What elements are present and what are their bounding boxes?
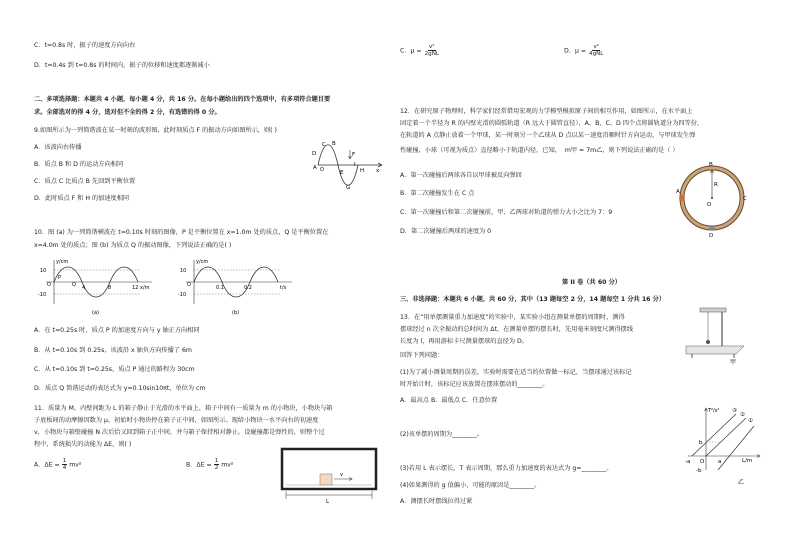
q10b-xlabel: t/s: [280, 285, 287, 291]
q13-pendulum-figure: [684, 306, 748, 366]
q13-graph-label-a: a: [718, 459, 722, 465]
q13-fig1-caption: 甲: [730, 359, 737, 366]
q13-sub3: (3)若用 L 表示摆长，T 表示周期，那么重力加速度的表达式为 g=________。: [400, 465, 613, 472]
q13-fig2-caption: 乙: [738, 479, 745, 486]
q11-option-c: C．μ = $\frac{\text{v²}}{\text{2gNL}}$: [400, 44, 439, 58]
q9-label-a: A: [313, 165, 317, 171]
q13-graph-label-o: O: [700, 459, 705, 465]
q11-stem-line2: 子底板间的动摩擦因数为 μ，初始时小物块停在箱子正中间，如图所示。现给小物块一水平向右的初速度: [34, 417, 319, 424]
q11-label-v: v: [340, 472, 343, 478]
q12-option-d: D．第二次碰撞后两球的速度为 0: [400, 228, 492, 235]
section3-title: 三、非选择题：本题共 6 小题，共 60 分，其中（13 题每空 2 分，14 题每空 1 分共 16 分）: [400, 296, 666, 303]
q12-stem-line2: 固定着一个半径为 R 的内壁光滑的圆弧轨道（R 远大于圆管直径），A、B、C、D 四个点将圆轨道分为四等份，: [400, 120, 704, 127]
q9-label-g: G: [346, 185, 351, 191]
q13-sub4: (4)如果测得的 g 值偏小，可能的原因是________。: [400, 482, 541, 489]
q12-option-a: A．第一次碰撞后两球各自以甲球被反向弹回: [400, 172, 522, 179]
q13-graph-line1: ①: [748, 418, 753, 424]
q10b-ylabel: y/cm: [196, 259, 209, 265]
q10b-origin: O: [187, 282, 191, 288]
part2-title: 第 II 卷（共 60 分）: [562, 279, 621, 286]
q12-stem-line4: 性碰撞，小球（可视为质点）直径略小于轨道内径，已知， m甲 = 7m乙，则下列说法正确的是（ ）: [400, 147, 679, 154]
q12-label-c: C: [743, 196, 747, 202]
q10-option-b: B．从 t=0.10s 到 0.25s，该波沿 x 轴负方向传播了 6m: [34, 347, 192, 354]
q10a-xtick-8: 8: [108, 285, 112, 291]
q13-graph-label-b: b: [699, 440, 703, 446]
q9-wave-figure: [306, 134, 384, 192]
q13-stem-line2: 摆球经过 n 次全振动的总时间为 Δt，在测量单摆的摆长时，先用毫米刻度尺测得摆线: [400, 326, 634, 333]
q9-label-i: I: [354, 162, 356, 168]
q10a-ytick-neg10: -10: [38, 292, 47, 298]
q10a-xlabel: x/m: [140, 285, 150, 291]
q9-option-a: A．该波向右传播: [34, 144, 82, 151]
q10-figure-a: [36, 256, 156, 318]
section2-title-line2: 求。全部选对的得 4 分，选对但不全的得 2 分，有选错的得 0 分。: [34, 109, 221, 116]
q10b-caption: (b): [232, 310, 240, 316]
q12-label-d: D: [709, 233, 714, 238]
q11-option-d: D．μ = $\frac{\text{v²}}{\text{4gNL}}$: [564, 44, 604, 58]
q9-stem: 9.如图所示为一列简谐波在某一时刻的波形图，此时刻质点 F 的振动方向如图所示，则( ): [34, 127, 277, 134]
q13-graph-label-neg-a: -a: [685, 459, 691, 465]
q9-label-h: H: [360, 168, 365, 174]
q11-stem-line1: 11．质量为 M、内壁间距为 L 的箱子静止于光滑的水平面上，箱子中间有一质量为 m 的小物块，小物块与箱: [34, 405, 333, 412]
q10-option-a: A．在 t=0.25s 时，质点 P 的加速度方向与 y 轴正方向相同: [34, 327, 200, 334]
q9-label-f: F: [352, 152, 356, 158]
q13-sub1-line2: 时开始计时，该标记应该放置在摆球摆动的________。: [400, 381, 549, 388]
q11-option-a: A．ΔE = $\frac{1}{4}$ mv²: [34, 458, 82, 472]
q10a-xtick-12: 12: [132, 285, 139, 291]
q10a-xtick-4: 4: [82, 285, 86, 291]
q9-label-o: O: [320, 167, 324, 173]
q8-option-d: D．t=0.4s 到 t=0.8s 的时间内，振子的位移和速度都逐渐减小: [34, 62, 210, 69]
q12-stem-line1: 12．在研究原子物理时，科学家们经常借用宏观的力学模型模拟原子间的相互作用，如图所示，在水平面上: [400, 108, 693, 115]
q11-stem-line4: 程中，系统损失的动能为 ΔE，则( ): [34, 441, 132, 448]
q12-stem-line3: 在轨道的 A 点静止放着一个甲球，某一时刻另一个乙球从 D 点以某一速度沿顺时针方向运动，与甲球发生弹: [400, 132, 696, 139]
q12-ring-figure: [676, 160, 748, 238]
q9-label-x: x: [376, 168, 380, 174]
q12-option-c: C．第一次碰撞后和第二次碰撞前，甲、乙两球对轨道的弹力大小之比为 7：9: [400, 209, 613, 216]
q9-label-d: D: [312, 151, 317, 157]
q10a-caption: (a): [92, 310, 99, 316]
q10-stem-line2: x=4.0m 处的质点；图 (b) 为质点 Q 的振动图像，下列说法正确的是( ): [34, 242, 232, 249]
q10-option-c: C．从 t=0.10s 到 t=0.25s，质点 P 通过的路程为 30cm: [34, 366, 195, 373]
q9-label-c: C: [322, 142, 326, 148]
q13-sub1-line1: (1)为了减小测量周期的误差，实验时需要在适当的位置做一标记，当摆球通过该标记: [400, 369, 632, 376]
q13-graph-xlabel: L/m: [742, 458, 753, 464]
q13-stem-line3: 长度为 l，再用游标卡尺测量摆球的直径为 D。: [400, 338, 528, 345]
q9-option-d: D．此时质点 F 和 H 的加速度相同: [34, 195, 130, 202]
q9-label-b: B: [332, 141, 336, 147]
q12-label-o: O: [707, 202, 712, 208]
q13-stem-line1: 13．在“用单摆测量重力加速度”的实验中，某实验小组在测量单摆的周期时，测得: [400, 314, 625, 321]
q9-option-b: B．质点 B 和 D 的运动方向相同: [34, 161, 124, 168]
q13-sub2: (2)该单摆的周期为________。: [400, 431, 484, 438]
q13-graph-line3: ③: [732, 408, 737, 414]
q13-graph-ylabel: T²/s²: [708, 408, 720, 414]
q9-label-e: E: [340, 170, 344, 176]
q12-label-r: R: [714, 182, 718, 188]
q12-option-b: B．第二次碰撞发生在 C 点: [400, 190, 475, 197]
q10-option-d: D．质点 Q 简谐运动的表达式为 y=0.10sin10πt，单位为 cm: [34, 385, 206, 392]
q11-box-figure: [280, 447, 380, 505]
q13-sub4-option-a: A．测摆长时摆线拉得过紧: [400, 498, 473, 505]
q13-prompt: 回答下列问题：: [400, 352, 444, 359]
q10a-point-p: P: [58, 275, 62, 281]
q13-graph-figure: [680, 404, 764, 488]
q10b-ytick-neg10: -10: [178, 292, 187, 298]
q9-option-c: C．质点 C 比质点 B 先回到平衡位置: [34, 178, 136, 185]
q10a-point-q: Q: [72, 282, 76, 288]
q10b-xtick-0.2: 0.2: [244, 285, 252, 291]
q11-option-b: B．ΔE = $\frac{1}{2}$ mv²: [186, 458, 234, 472]
q13-graph-line2: ②: [740, 412, 745, 418]
q10a-ylabel: y/cm: [56, 259, 69, 265]
q10-figure-b: [176, 256, 296, 318]
q10-stem-line1: 10．图 (a) 为一列简谐横波在 t=0.10s 时刻的图像，P 是平衡位置在 x=1.0m 处的质点，Q 是平衡位置在: [34, 229, 329, 236]
q10b-ytick-10: 10: [180, 268, 187, 274]
q10b-xtick-0.1: 0.1: [216, 285, 224, 291]
section2-title: 二、多项选择题：本题共 4 小题，每小题 4 分，共 16 分。在每小题给出的四个选项中，有多项符合题目要: [34, 96, 331, 103]
q11-stem-line3: v，小物块与箱壁碰撞 N 次后恰又回到箱子正中间，并与箱子保持相对静止。设碰撞都是弹性的，则整个过: [34, 429, 325, 436]
q10a-ytick-10: 10: [40, 268, 47, 274]
q10a-origin: O: [47, 282, 51, 288]
q13-sub1-options: A．最高点 B．最低点 C．任意位置: [400, 397, 498, 404]
q8-option-c: C．t=0.8s 时，振子的速度方向向右: [34, 42, 136, 49]
q13-graph-label-neg-b: -b: [696, 468, 702, 474]
q12-label-b: B: [709, 162, 713, 168]
q12-label-a: A: [676, 189, 680, 195]
q11-label-l: L: [326, 499, 330, 505]
